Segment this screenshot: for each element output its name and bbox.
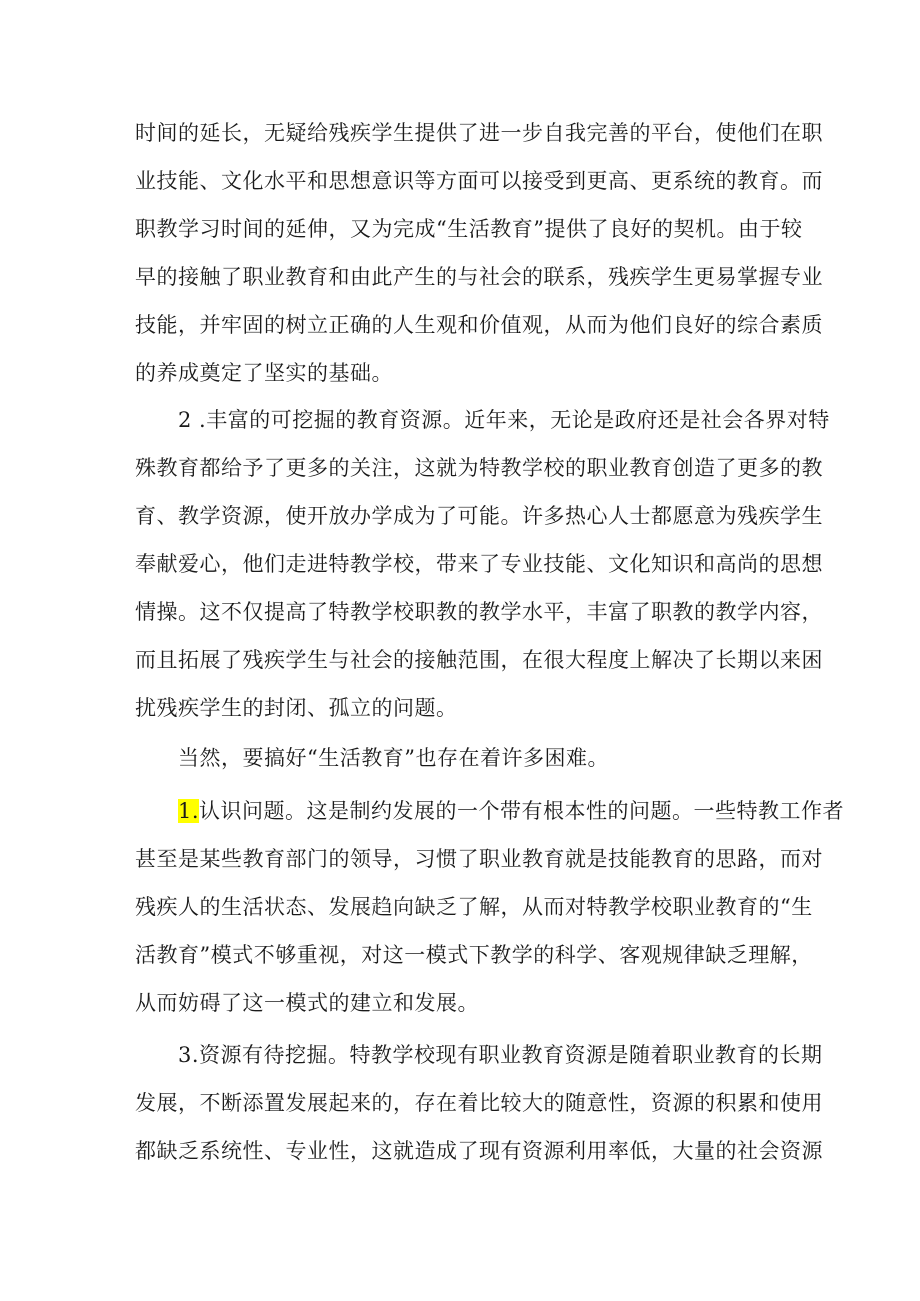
text-line: 的养成奠定了坚实的基础。 xyxy=(135,361,393,385)
text-line: 育、教学资源，使开放办学成为了可能。许多热心人士都愿意为残疾学生 xyxy=(135,504,823,528)
text-line: 殊教育都给予了更多的关注，这就为特教学校的职业教育创造了更多的教 xyxy=(135,456,823,480)
paragraph-first-line: 3.资源有待挖掘。特教学校现有职业教育资源是随着职业教育的长期 xyxy=(178,1043,823,1067)
paragraph-text: 认识问题。这是制约发展的一个带有根本性的问题。一些特教工作者 xyxy=(199,799,845,823)
text-line: 甚至是某些教育部门的领导，习惯了职业教育就是技能教育的思路，而对 xyxy=(135,847,823,871)
highlighted-number: 1. xyxy=(178,799,200,823)
text-line: 情操。这不仅提高了特教学校职教的教学水平，丰富了职教的教学内容， xyxy=(135,600,823,624)
paragraph-first-line: 当然，要搞好“生活教育”也存在着许多困难。 xyxy=(178,746,609,770)
paragraph-first-line: 2 .丰富的可挖掘的教育资源。近年来，无论是政府还是社会各界对特 xyxy=(178,408,830,432)
text-line: 残疾人的生活状态、发展趋向缺乏了解，从而对特教学校职业教育的“生 xyxy=(135,895,813,919)
text-line: 业技能、文化水平和思想意识等方面可以接受到更高、更系统的教育。而 xyxy=(135,169,823,193)
text-line: 时间的延长，无疑给残疾学生提供了进一步自我完善的平台，使他们在职 xyxy=(135,121,823,145)
text-line: 而且拓展了残疾学生与社会的接触范围，在很大程度上解决了长期以来困 xyxy=(135,648,823,672)
text-line: 活教育”模式不够重视，对这一模式下教学的科学、客观规律缺乏理解， xyxy=(135,943,813,967)
text-line: 技能，并牢固的树立正确的人生观和价值观，从而为他们良好的综合素质 xyxy=(135,313,823,337)
text-line: 发展，不断添置发展起来的，存在着比较大的随意性，资源的积累和使用 xyxy=(135,1091,823,1115)
text-line: 扰残疾学生的封闭、孤立的问题。 xyxy=(135,696,458,720)
text-line: 职教学习时间的延伸，又为完成“生活教育”提供了良好的契机。由于较 xyxy=(135,217,803,241)
text-line: 从而妨碍了这一模式的建立和发展。 xyxy=(135,991,479,1015)
text-line: 奉献爱心，他们走进特教学校，带来了专业技能、文化知识和高尚的思想 xyxy=(135,552,823,576)
paragraph-first-line xyxy=(178,796,845,826)
text-line: 都缺乏系统性、专业性，这就造成了现有资源利用率低，大量的社会资源 xyxy=(135,1139,823,1163)
text-line: 早的接触了职业教育和由此产生的与社会的联系，残疾学生更易掌握专业 xyxy=(135,265,823,289)
